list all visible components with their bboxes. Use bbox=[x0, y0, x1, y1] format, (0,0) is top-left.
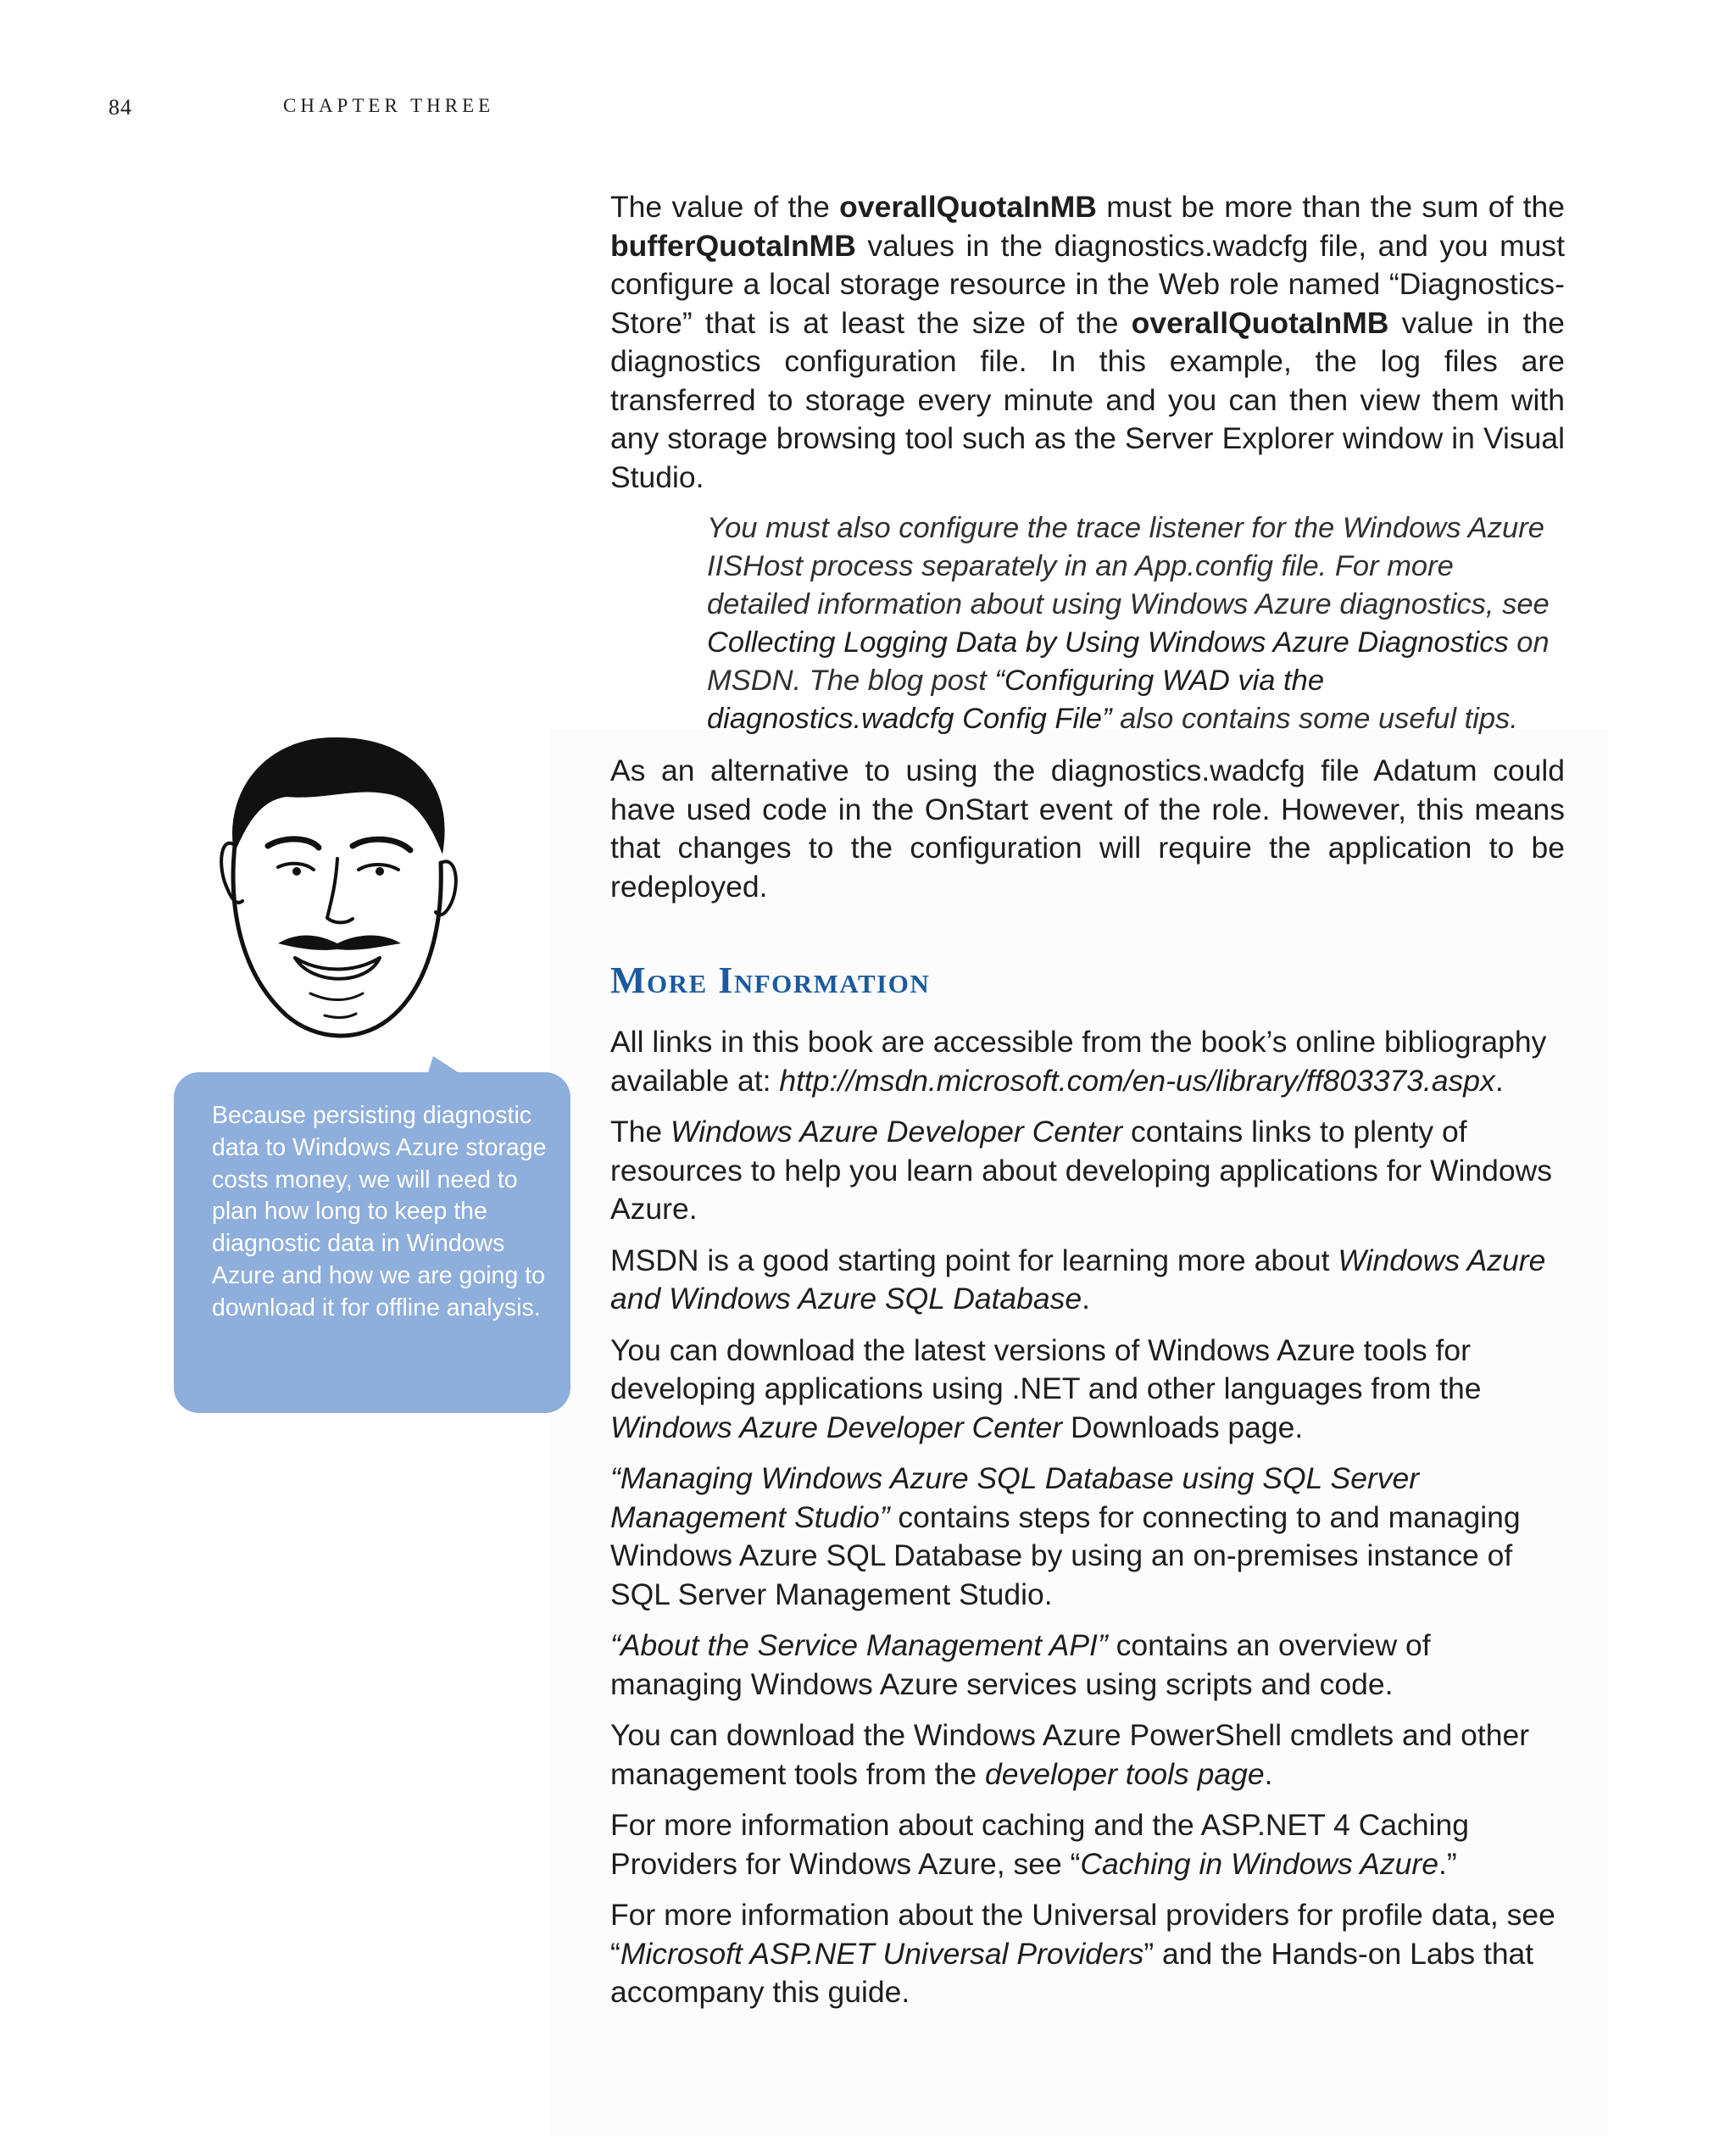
more-info-paragraph: MSDN is a good starting point for learning more about Windows Azure and Windows Azure SQL Database. bbox=[610, 1243, 1546, 1316]
margin-note: You must also configure the trace listener for the Windows Azure IISHost process separately in an App.config file. For more detailed information about using Windows Azure diagnostics, see Collecting Logging Data by Using Windows Azure Diagnostics on MSDN. The blog post “Configuring WAD via the diagnostics.wadcfg Config File” also contains some useful tips. bbox=[707, 512, 1550, 735]
portrait-illustration-icon bbox=[202, 727, 473, 1058]
link-developer-center[interactable]: Windows Azure Developer Center bbox=[670, 1115, 1123, 1149]
more-info-paragraph: For more information about caching and the ASP.NET 4 Caching Providers for Windows Azure, see “Caching in Windows Azure.” bbox=[610, 1808, 1469, 1881]
more-info-paragraph: For more information about the Universal providers for profile data, see “Microsoft ASP.NET Universal Providers” and the Hands-on Labs that accompany this guide. bbox=[610, 1898, 1555, 2009]
link-managing-sql-database[interactable]: “Managing Windows Azure SQL Database using SQL Server Management Studio” bbox=[610, 1461, 1420, 1534]
link-collecting-logging-data[interactable]: Collecting Logging Data by Using Windows Azure Diagnostics bbox=[707, 626, 1509, 659]
link-developer-tools-page[interactable]: developer tools page bbox=[985, 1756, 1265, 1791]
more-info-paragraph: You can download the Windows Azure PowerShell cmdlets and other management tools from the developer tools page. bbox=[610, 1718, 1530, 1791]
more-info-paragraph: “Managing Windows Azure SQL Database using SQL Server Management Studio” contains steps for connecting to and managing Windows Azure SQL Database by using an on-premises instance of SQL Server Management Studio. bbox=[610, 1461, 1521, 1611]
code-term: overallQuotaInMB bbox=[1131, 305, 1389, 340]
link-universal-providers[interactable]: Microsoft ASP.NET Universal Providers bbox=[620, 1936, 1144, 1971]
link-service-management-api[interactable]: “About the Service Management API” bbox=[610, 1628, 1108, 1662]
link-msdn-azure-sql[interactable]: Windows Azure and Windows Azure SQL Database bbox=[610, 1243, 1546, 1316]
running-head: CHAPTER THREE bbox=[283, 95, 495, 116]
link-bibliography[interactable]: http://msdn.microsoft.com/en-us/library/ff803373.aspx bbox=[779, 1063, 1495, 1098]
link-caching-in-azure[interactable]: Caching in Windows Azure bbox=[1080, 1846, 1438, 1881]
page-number: 84 bbox=[108, 95, 132, 120]
callout-tail-icon bbox=[426, 1056, 467, 1078]
callout-text: Because persisting diagnostic data to Windows Azure storage costs money, we will need to plan how long to keep the diagnostic data in Windows Azure and how we are going to download it for offline analysis. bbox=[212, 1102, 547, 1321]
main-column bbox=[610, 188, 1565, 2025]
more-info-paragraph: All links in this book are accessible from the book’s online bibliography available at: http://msdn.microsoft.com/en-us/library/ff803373.aspx. bbox=[610, 1025, 1547, 1098]
alternative-paragraph: As an alternative to using the diagnostics.wadcfg file Adatum could have used code in the OnStart event of the role. However, this means that changes to the configuration will require the application to be redeployed. bbox=[610, 754, 1565, 904]
link-developer-center-downloads[interactable]: Windows Azure Developer Center bbox=[610, 1410, 1063, 1444]
link-configuring-wad[interactable]: “Configuring WAD via the diagnostics.wadcfg Config File” bbox=[707, 665, 1325, 735]
section-heading-more-information: More Information bbox=[610, 960, 931, 1001]
code-term: bufferQuotaInMB bbox=[610, 228, 856, 263]
code-term: overallQuotaInMB bbox=[839, 190, 1097, 224]
more-info-paragraph: The Windows Azure Developer Center contains links to plenty of resources to help you learn about developing applications for Windows Azure. bbox=[610, 1115, 1553, 1226]
more-info-paragraph: You can download the latest versions of Windows Azure tools for developing applications using .NET and other languages from the Windows Azure Developer Center Downloads page. bbox=[610, 1332, 1482, 1444]
more-info-paragraph: “About the Service Management API” contains an overview of managing Windows Azure services using scripts and code. bbox=[610, 1628, 1431, 1701]
intro-paragraph: The value of the overallQuotaInMB must be more than the sum of the bufferQuotaInMB values in the diagnostics.wadcfg file, and you must configure a local storage resource in the Web role named “Diagnostics-Store” that is at least the size of the overallQuotaInMB value in the diagnostics configuration file. In this example, the log files are transferred to storage every minute and you can then view them with any storage browsing tool such as the Server Explorer window in Visual Studio. bbox=[610, 190, 1565, 494]
